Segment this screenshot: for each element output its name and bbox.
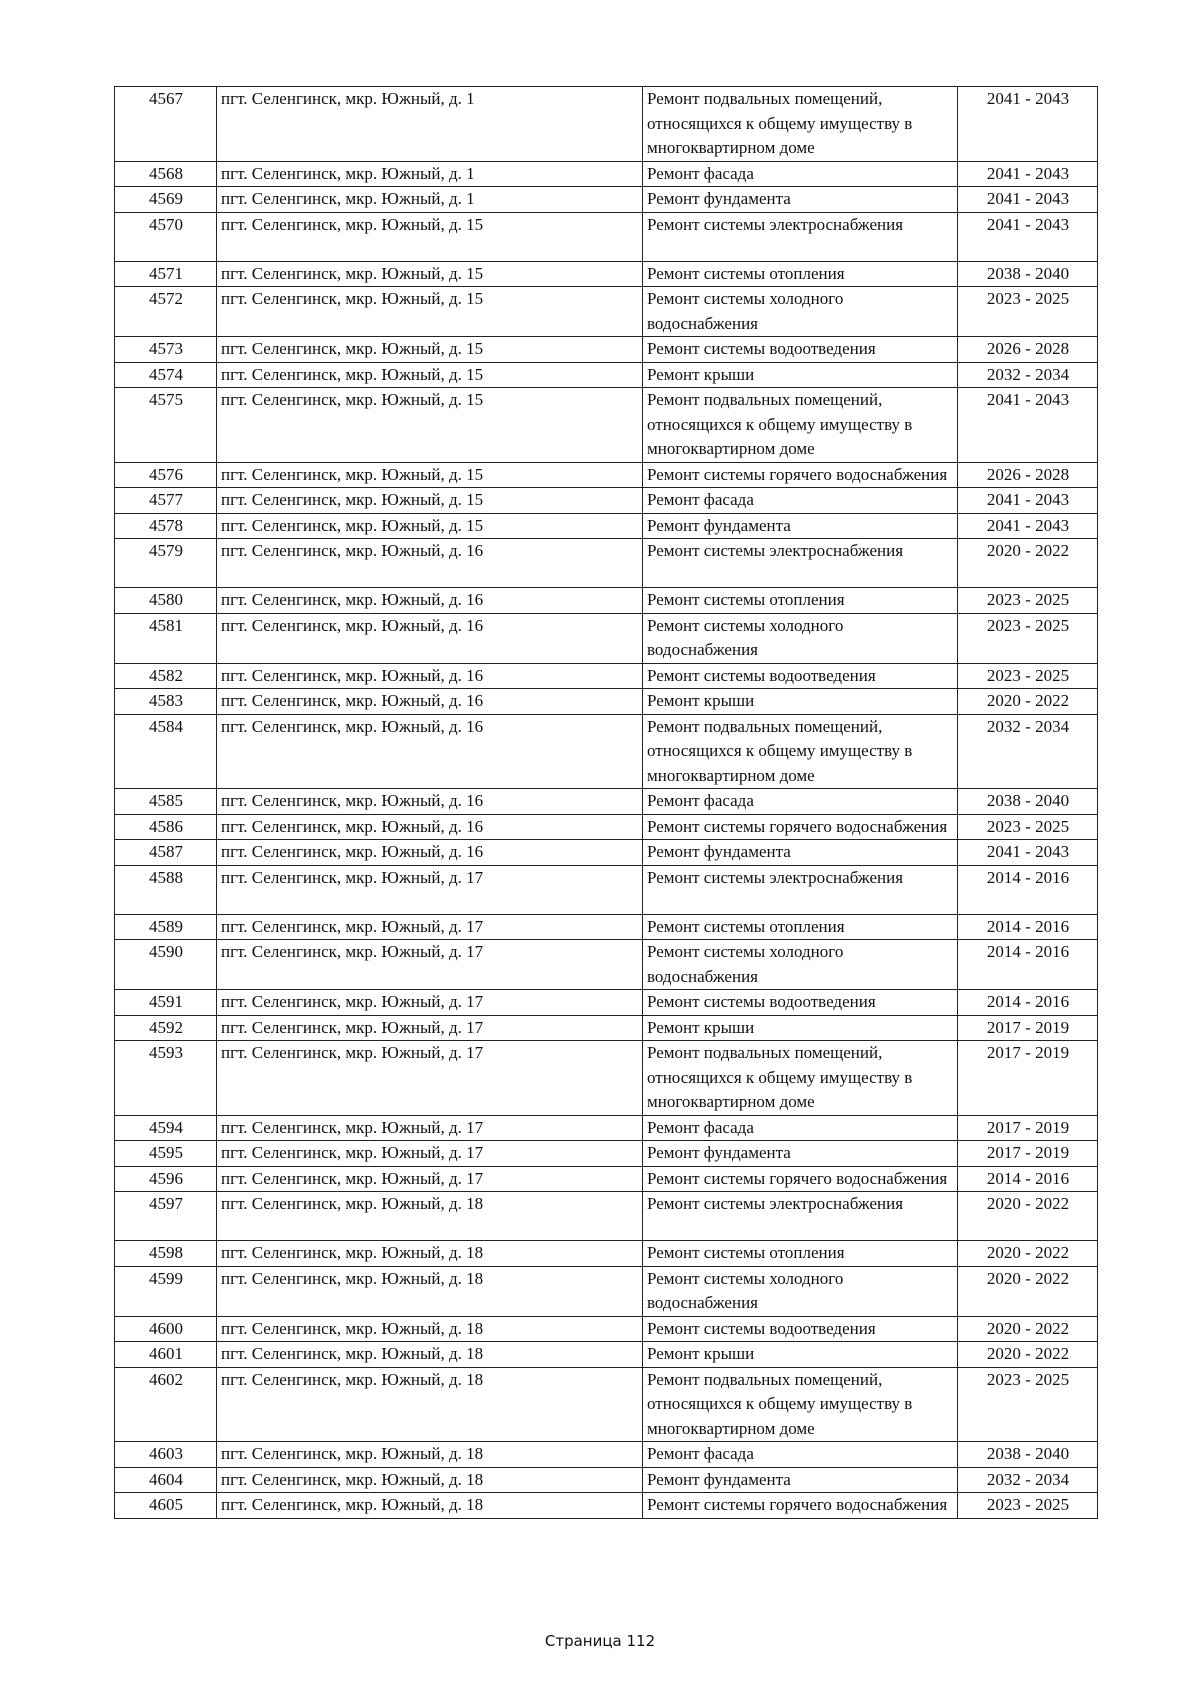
address-cell: пгт. Селенгинск, мкр. Южный, д. 15 <box>217 388 643 463</box>
table-row <box>115 261 1098 287</box>
row-number-cell: 4579 <box>115 539 217 588</box>
work-type-cell: Ремонт системы электроснабжения <box>643 865 958 914</box>
work-type-cell: Ремонт подвальных помещений, относящихся к общему имуществу в многоквартирном доме <box>643 714 958 789</box>
table-row <box>115 1141 1098 1167</box>
work-type-cell: Ремонт системы водоотведения <box>643 990 958 1016</box>
period-cell: 2023 - 2025 <box>958 1493 1098 1519</box>
address-cell: пгт. Селенгинск, мкр. Южный, д. 15 <box>217 513 643 539</box>
work-type-cell: Ремонт системы водоотведения <box>643 1316 958 1342</box>
row-number-cell: 4597 <box>115 1192 217 1241</box>
table-row <box>115 663 1098 689</box>
period-cell: 2026 - 2028 <box>958 462 1098 488</box>
row-number-cell: 4602 <box>115 1367 217 1442</box>
row-number-cell: 4605 <box>115 1493 217 1519</box>
row-number-cell: 4599 <box>115 1266 217 1316</box>
row-number-cell: 4596 <box>115 1166 217 1192</box>
table-row <box>115 990 1098 1016</box>
work-type-cell: Ремонт фундамента <box>643 840 958 866</box>
row-number-cell: 4572 <box>115 287 217 337</box>
row-number-cell: 4600 <box>115 1316 217 1342</box>
row-number-cell: 4568 <box>115 161 217 187</box>
work-type-cell: Ремонт подвальных помещений, относящихся к общему имуществу в многоквартирном доме <box>643 87 958 162</box>
row-number-cell: 4595 <box>115 1141 217 1167</box>
work-type-cell: Ремонт системы водоотведения <box>643 663 958 689</box>
address-cell: пгт. Селенгинск, мкр. Южный, д. 15 <box>217 212 643 261</box>
row-number-cell: 4571 <box>115 261 217 287</box>
row-number-cell: 4574 <box>115 362 217 388</box>
work-type-cell: Ремонт системы электроснабжения <box>643 1192 958 1241</box>
row-number-cell: 4569 <box>115 187 217 213</box>
table-row <box>115 539 1098 588</box>
row-number-cell: 4583 <box>115 689 217 715</box>
period-cell: 2023 - 2025 <box>958 814 1098 840</box>
period-cell: 2038 - 2040 <box>958 789 1098 815</box>
table-row <box>115 161 1098 187</box>
work-type-cell: Ремонт фундамента <box>643 1141 958 1167</box>
row-number-cell: 4598 <box>115 1241 217 1267</box>
row-number-cell: 4594 <box>115 1115 217 1141</box>
work-type-cell: Ремонт системы холодного водоснабжения <box>643 1266 958 1316</box>
table-row <box>115 1316 1098 1342</box>
period-cell: 2026 - 2028 <box>958 337 1098 363</box>
address-cell: пгт. Селенгинск, мкр. Южный, д. 18 <box>217 1367 643 1442</box>
period-cell: 2017 - 2019 <box>958 1041 1098 1116</box>
address-cell: пгт. Селенгинск, мкр. Южный, д. 1 <box>217 161 643 187</box>
work-type-cell: Ремонт крыши <box>643 1015 958 1041</box>
table-row <box>115 689 1098 715</box>
address-cell: пгт. Селенгинск, мкр. Южный, д. 15 <box>217 261 643 287</box>
table-row <box>115 1241 1098 1267</box>
table-row <box>115 462 1098 488</box>
address-cell: пгт. Селенгинск, мкр. Южный, д. 15 <box>217 337 643 363</box>
period-cell: 2041 - 2043 <box>958 161 1098 187</box>
work-type-cell: Ремонт системы отопления <box>643 261 958 287</box>
work-type-cell: Ремонт системы электроснабжения <box>643 539 958 588</box>
address-cell: пгт. Селенгинск, мкр. Южный, д. 17 <box>217 914 643 940</box>
row-number-cell: 4590 <box>115 940 217 990</box>
address-cell: пгт. Селенгинск, мкр. Южный, д. 18 <box>217 1241 643 1267</box>
row-number-cell: 4591 <box>115 990 217 1016</box>
work-type-cell: Ремонт системы холодного водоснабжения <box>643 940 958 990</box>
period-cell: 2020 - 2022 <box>958 1241 1098 1267</box>
row-number-cell: 4578 <box>115 513 217 539</box>
period-cell: 2017 - 2019 <box>958 1115 1098 1141</box>
period-cell: 2017 - 2019 <box>958 1141 1098 1167</box>
row-number-cell: 4592 <box>115 1015 217 1041</box>
work-type-cell: Ремонт подвальных помещений, относящихся к общему имуществу в многоквартирном доме <box>643 1041 958 1116</box>
address-cell: пгт. Селенгинск, мкр. Южный, д. 16 <box>217 814 643 840</box>
table-row <box>115 513 1098 539</box>
table-row <box>115 1442 1098 1468</box>
address-cell: пгт. Селенгинск, мкр. Южный, д. 18 <box>217 1467 643 1493</box>
period-cell: 2041 - 2043 <box>958 388 1098 463</box>
period-cell: 2020 - 2022 <box>958 689 1098 715</box>
row-number-cell: 4586 <box>115 814 217 840</box>
period-cell: 2014 - 2016 <box>958 940 1098 990</box>
period-cell: 2041 - 2043 <box>958 488 1098 514</box>
work-type-cell: Ремонт фундамента <box>643 513 958 539</box>
row-number-cell: 4604 <box>115 1467 217 1493</box>
address-cell: пгт. Селенгинск, мкр. Южный, д. 16 <box>217 689 643 715</box>
work-type-cell: Ремонт фундамента <box>643 1467 958 1493</box>
address-cell: пгт. Селенгинск, мкр. Южный, д. 16 <box>217 714 643 789</box>
work-type-cell: Ремонт системы холодного водоснабжения <box>643 613 958 663</box>
address-cell: пгт. Селенгинск, мкр. Южный, д. 16 <box>217 663 643 689</box>
work-type-cell: Ремонт системы отопления <box>643 588 958 614</box>
table-row <box>115 588 1098 614</box>
work-type-cell: Ремонт фасада <box>643 1115 958 1141</box>
works-table-body <box>115 87 1098 1519</box>
address-cell: пгт. Селенгинск, мкр. Южный, д. 16 <box>217 789 643 815</box>
address-cell: пгт. Селенгинск, мкр. Южный, д. 17 <box>217 1115 643 1141</box>
address-cell: пгт. Селенгинск, мкр. Южный, д. 15 <box>217 287 643 337</box>
address-cell: пгт. Селенгинск, мкр. Южный, д. 17 <box>217 1166 643 1192</box>
table-row <box>115 1041 1098 1116</box>
period-cell: 2020 - 2022 <box>958 1316 1098 1342</box>
address-cell: пгт. Селенгинск, мкр. Южный, д. 18 <box>217 1342 643 1368</box>
period-cell: 2041 - 2043 <box>958 513 1098 539</box>
address-cell: пгт. Селенгинск, мкр. Южный, д. 17 <box>217 990 643 1016</box>
table-row <box>115 914 1098 940</box>
work-type-cell: Ремонт системы электроснабжения <box>643 212 958 261</box>
period-cell: 2020 - 2022 <box>958 1192 1098 1241</box>
table-row <box>115 789 1098 815</box>
work-type-cell: Ремонт подвальных помещений, относящихся к общему имуществу в многоквартирном доме <box>643 388 958 463</box>
period-cell: 2032 - 2034 <box>958 1467 1098 1493</box>
row-number-cell: 4580 <box>115 588 217 614</box>
table-row <box>115 1015 1098 1041</box>
period-cell: 2041 - 2043 <box>958 87 1098 162</box>
period-cell: 2041 - 2043 <box>958 840 1098 866</box>
address-cell: пгт. Селенгинск, мкр. Южный, д. 1 <box>217 87 643 162</box>
period-cell: 2041 - 2043 <box>958 212 1098 261</box>
row-number-cell: 4575 <box>115 388 217 463</box>
table-row <box>115 1367 1098 1442</box>
work-type-cell: Ремонт системы горячего водоснабжения <box>643 1166 958 1192</box>
address-cell: пгт. Селенгинск, мкр. Южный, д. 18 <box>217 1493 643 1519</box>
period-cell: 2014 - 2016 <box>958 990 1098 1016</box>
table-row <box>115 613 1098 663</box>
work-type-cell: Ремонт фасада <box>643 488 958 514</box>
address-cell: пгт. Селенгинск, мкр. Южный, д. 15 <box>217 362 643 388</box>
period-cell: 2020 - 2022 <box>958 1342 1098 1368</box>
period-cell: 2032 - 2034 <box>958 714 1098 789</box>
address-cell: пгт. Селенгинск, мкр. Южный, д. 17 <box>217 865 643 914</box>
address-cell: пгт. Селенгинск, мкр. Южный, д. 15 <box>217 488 643 514</box>
period-cell: 2023 - 2025 <box>958 663 1098 689</box>
table-row <box>115 814 1098 840</box>
address-cell: пгт. Селенгинск, мкр. Южный, д. 16 <box>217 539 643 588</box>
address-cell: пгт. Селенгинск, мкр. Южный, д. 15 <box>217 462 643 488</box>
row-number-cell: 4593 <box>115 1041 217 1116</box>
period-cell: 2014 - 2016 <box>958 865 1098 914</box>
work-type-cell: Ремонт фундамента <box>643 187 958 213</box>
address-cell: пгт. Селенгинск, мкр. Южный, д. 16 <box>217 588 643 614</box>
period-cell: 2020 - 2022 <box>958 1266 1098 1316</box>
row-number-cell: 4589 <box>115 914 217 940</box>
work-type-cell: Ремонт системы отопления <box>643 1241 958 1267</box>
table-row <box>115 1467 1098 1493</box>
period-cell: 2014 - 2016 <box>958 914 1098 940</box>
address-cell: пгт. Селенгинск, мкр. Южный, д. 17 <box>217 1041 643 1116</box>
table-row <box>115 1166 1098 1192</box>
address-cell: пгт. Селенгинск, мкр. Южный, д. 1 <box>217 187 643 213</box>
period-cell: 2041 - 2043 <box>958 187 1098 213</box>
address-cell: пгт. Селенгинск, мкр. Южный, д. 17 <box>217 940 643 990</box>
period-cell: 2014 - 2016 <box>958 1166 1098 1192</box>
table-row <box>115 287 1098 337</box>
address-cell: пгт. Селенгинск, мкр. Южный, д. 18 <box>217 1266 643 1316</box>
table-row <box>115 1266 1098 1316</box>
period-cell: 2020 - 2022 <box>958 539 1098 588</box>
period-cell: 2032 - 2034 <box>958 362 1098 388</box>
table-row <box>115 337 1098 363</box>
table-row <box>115 940 1098 990</box>
work-type-cell: Ремонт крыши <box>643 362 958 388</box>
address-cell: пгт. Селенгинск, мкр. Южный, д. 18 <box>217 1442 643 1468</box>
work-type-cell: Ремонт системы холодного водоснабжения <box>643 287 958 337</box>
work-type-cell: Ремонт системы горячего водоснабжения <box>643 462 958 488</box>
work-type-cell: Ремонт системы отопления <box>643 914 958 940</box>
row-number-cell: 4570 <box>115 212 217 261</box>
work-type-cell: Ремонт системы горячего водоснабжения <box>643 1493 958 1519</box>
row-number-cell: 4577 <box>115 488 217 514</box>
row-number-cell: 4585 <box>115 789 217 815</box>
period-cell: 2038 - 2040 <box>958 261 1098 287</box>
period-cell: 2023 - 2025 <box>958 613 1098 663</box>
table-row <box>115 865 1098 914</box>
period-cell: 2017 - 2019 <box>958 1015 1098 1041</box>
work-type-cell: Ремонт фасада <box>643 161 958 187</box>
works-table <box>114 86 1098 1519</box>
table-row <box>115 187 1098 213</box>
row-number-cell: 4601 <box>115 1342 217 1368</box>
row-number-cell: 4588 <box>115 865 217 914</box>
address-cell: пгт. Селенгинск, мкр. Южный, д. 17 <box>217 1141 643 1167</box>
table-row <box>115 840 1098 866</box>
row-number-cell: 4587 <box>115 840 217 866</box>
table-row <box>115 87 1098 162</box>
table-row <box>115 1342 1098 1368</box>
row-number-cell: 4581 <box>115 613 217 663</box>
period-cell: 2023 - 2025 <box>958 287 1098 337</box>
work-type-cell: Ремонт крыши <box>643 1342 958 1368</box>
work-type-cell: Ремонт подвальных помещений, относящихся к общему имуществу в многоквартирном доме <box>643 1367 958 1442</box>
work-type-cell: Ремонт системы горячего водоснабжения <box>643 814 958 840</box>
row-number-cell: 4603 <box>115 1442 217 1468</box>
work-type-cell: Ремонт крыши <box>643 689 958 715</box>
address-cell: пгт. Селенгинск, мкр. Южный, д. 18 <box>217 1192 643 1241</box>
table-row <box>115 488 1098 514</box>
work-type-cell: Ремонт фасада <box>643 1442 958 1468</box>
row-number-cell: 4584 <box>115 714 217 789</box>
period-cell: 2023 - 2025 <box>958 588 1098 614</box>
address-cell: пгт. Селенгинск, мкр. Южный, д. 18 <box>217 1316 643 1342</box>
row-number-cell: 4582 <box>115 663 217 689</box>
table-row <box>115 362 1098 388</box>
period-cell: 2023 - 2025 <box>958 1367 1098 1442</box>
table-row <box>115 1493 1098 1519</box>
row-number-cell: 4567 <box>115 87 217 162</box>
table-row <box>115 388 1098 463</box>
address-cell: пгт. Селенгинск, мкр. Южный, д. 16 <box>217 613 643 663</box>
address-cell: пгт. Селенгинск, мкр. Южный, д. 16 <box>217 840 643 866</box>
table-row <box>115 1115 1098 1141</box>
row-number-cell: 4576 <box>115 462 217 488</box>
address-cell: пгт. Селенгинск, мкр. Южный, д. 17 <box>217 1015 643 1041</box>
work-type-cell: Ремонт фасада <box>643 789 958 815</box>
period-cell: 2038 - 2040 <box>958 1442 1098 1468</box>
table-row <box>115 212 1098 261</box>
page-number: Страница 112 <box>544 1632 656 1650</box>
row-number-cell: 4573 <box>115 337 217 363</box>
table-row <box>115 1192 1098 1241</box>
work-type-cell: Ремонт системы водоотведения <box>643 337 958 363</box>
table-row <box>115 714 1098 789</box>
